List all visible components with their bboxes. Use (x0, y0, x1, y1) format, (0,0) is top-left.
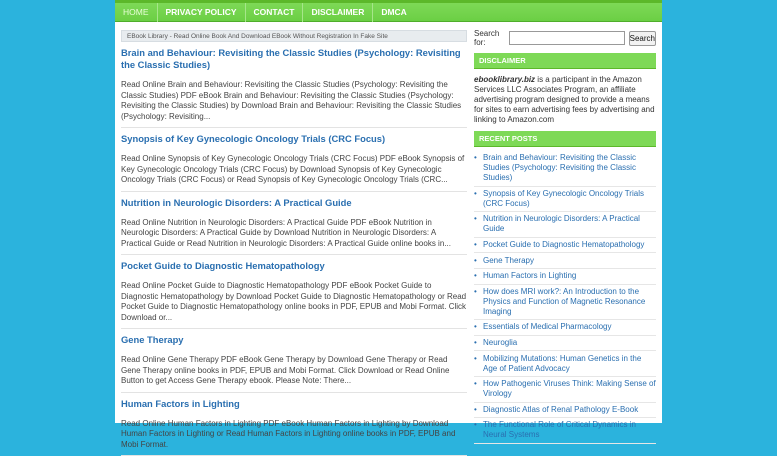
bullet-icon: • (474, 256, 483, 266)
list-item (474, 269, 656, 285)
disclaimer-site-name: ebooklibrary.biz (474, 75, 535, 84)
post-excerpt: Read Online Brain and Behaviour: Revisiting the Classic Studies (Psychology: Revisiting the Classic Studies) PDF eBook Brain and Behaviour: Revisiting the Classic Studies (Psychology: Revisiting the Classic Studies) by Download Brain and Behaviour: Revisiting the Classic Studies (Psychology: Revisiting... (121, 80, 467, 122)
list-item (474, 403, 656, 419)
nav-disclaimer[interactable]: DISCLAIMER (303, 3, 373, 22)
post-title-link[interactable]: Human Factors in Lighting (121, 398, 467, 410)
bullet-icon: • (474, 153, 483, 183)
recent-post-link[interactable]: Essentials of Medical Pharmacology (483, 322, 612, 332)
post-title-link[interactable]: Gene Therapy (121, 334, 467, 346)
bullet-icon: • (474, 354, 483, 374)
bullet-icon: • (474, 379, 483, 399)
post-title-link[interactable]: Synopsis of Key Gynecologic Oncology Trials (CRC Focus) (121, 133, 467, 145)
bullet-icon: • (474, 338, 483, 348)
post-title-link[interactable]: Nutrition in Neurologic Disorders: A Practical Guide (121, 197, 467, 209)
post-item (121, 329, 467, 393)
recent-post-link[interactable]: Nutrition in Neurologic Disorders: A Practical Guide (483, 214, 656, 234)
post-excerpt: Read Online Gene Therapy PDF eBook Gene Therapy by Download Gene Therapy or Read Gene Therapy online books in PDF, EPUB and Mobi Format. Click Download or Read Online Button to get Access Gene Therapy ebook. Please Note: There... (121, 355, 467, 387)
list-item (474, 351, 656, 377)
page-container (115, 0, 662, 423)
bullet-icon: • (474, 287, 483, 317)
disclaimer-text (474, 69, 656, 131)
sidebar (474, 30, 656, 444)
recent-post-link[interactable]: How Pathogenic Viruses Think: Making Sense of Virology (483, 379, 656, 399)
nav-contact[interactable]: CONTACT (246, 3, 304, 22)
recent-post-link[interactable]: How does MRI work?: An Introduction to the Physics and Function of Magnetic Resonance Imaging (483, 287, 656, 317)
list-item (474, 320, 656, 336)
list-item (474, 151, 656, 187)
search-form (474, 30, 656, 46)
list-item (474, 187, 656, 213)
bullet-icon: • (474, 214, 483, 234)
main-nav (115, 3, 662, 22)
post-excerpt: Read Online Human Factors in Lighting PDF eBook Human Factors in Lighting by Download Human Factors in Lighting or Read Human Factors in Lighting online books in PDF, EPUB and Mobi Format. (121, 419, 467, 451)
post-item (121, 192, 467, 256)
nav-privacy-policy[interactable]: PRIVACY POLICY (158, 3, 246, 22)
recent-post-link[interactable]: Neuroglia (483, 338, 517, 348)
post-excerpt: Read Online Pocket Guide to Diagnostic Hematopathology PDF eBook Pocket Guide to Diagnostic Hematopathology by Download Pocket Guide to Diagnostic Hematopathology or Read Pocket Guide to Diagnostic Hematopathology online books in PDF, EPUB and Mobi Format. Click Download or... (121, 281, 467, 323)
list-item (474, 285, 656, 321)
post-title-link[interactable]: Brain and Behaviour: Revisiting the Classic Studies (Psychology: Revisiting the Classic Studies) (121, 47, 467, 71)
bullet-icon: • (474, 271, 483, 281)
list-item (474, 212, 656, 238)
post-title-link[interactable]: Pocket Guide to Diagnostic Hematopathology (121, 260, 467, 272)
recent-post-link[interactable]: Pocket Guide to Diagnostic Hematopathology (483, 240, 644, 250)
bullet-icon: • (474, 322, 483, 332)
recent-posts-heading: RECENT POSTS (474, 131, 656, 147)
nav-dmca[interactable]: DMCA (373, 3, 415, 22)
search-label: Search for: (474, 29, 505, 47)
nav-home[interactable]: HOME (115, 3, 158, 22)
recent-post-link[interactable]: Mobilizing Mutations: Human Genetics in the Age of Patient Advocacy (483, 354, 656, 374)
post-excerpt: Read Online Nutrition in Neurologic Disorders: A Practical Guide PDF eBook Nutrition in Neurologic Disorders: A Practical Guide by Download Nutrition in Neurologic Disorders: A Practical Guide or Read Nutrition in Neurologic Disorders: A Practical Guide online books in... (121, 218, 467, 250)
post-item (121, 42, 467, 128)
recent-post-link[interactable]: Brain and Behaviour: Revisiting the Classic Studies (Psychology: Revisiting the Classic Studies) (483, 153, 656, 183)
recent-post-link[interactable]: The Functional Role of Critical Dynamics in Neural Systems (483, 420, 656, 440)
bullet-icon: • (474, 240, 483, 250)
bullet-icon: • (474, 405, 483, 415)
list-item (474, 336, 656, 352)
recent-posts-list (474, 147, 656, 444)
post-item (121, 393, 467, 456)
post-item (121, 255, 467, 329)
recent-post-link[interactable]: Synopsis of Key Gynecologic Oncology Trials (CRC Focus) (483, 189, 656, 209)
list-item (474, 418, 656, 444)
recent-post-link[interactable]: Gene Therapy (483, 256, 534, 266)
disclaimer-heading: DISCLAIMER (474, 53, 656, 69)
list-item (474, 253, 656, 269)
bullet-icon: • (474, 420, 483, 440)
breadcrumb: EBook Library - Read Online Book And Download EBook Without Registration In Fake Site (121, 30, 467, 42)
recent-post-link[interactable]: Diagnostic Atlas of Renal Pathology E-Book (483, 405, 638, 415)
disclaimer-body: is a participant in the Amazon Services LLC Associates Program, an affiliate advertising program designed to provide a means for sites to earn advertising fees by advertising and linking to Amazon.com (474, 75, 655, 124)
search-input[interactable] (509, 31, 625, 45)
list-item (474, 377, 656, 403)
post-item (121, 128, 467, 192)
main-content (121, 30, 467, 456)
list-item (474, 238, 656, 254)
recent-post-link[interactable]: Human Factors in Lighting (483, 271, 576, 281)
search-button[interactable]: Search (629, 31, 656, 46)
bullet-icon: • (474, 189, 483, 209)
post-excerpt: Read Online Synopsis of Key Gynecologic Oncology Trials (CRC Focus) PDF eBook Synopsis of Key Gynecologic Oncology Trials (CRC Focus) by Download Synopsis of Key Gynecologic Oncology Trials (CRC Focus) or Read Synopsis of Key Gynecologic Oncology Trials (CRC... (121, 154, 467, 186)
